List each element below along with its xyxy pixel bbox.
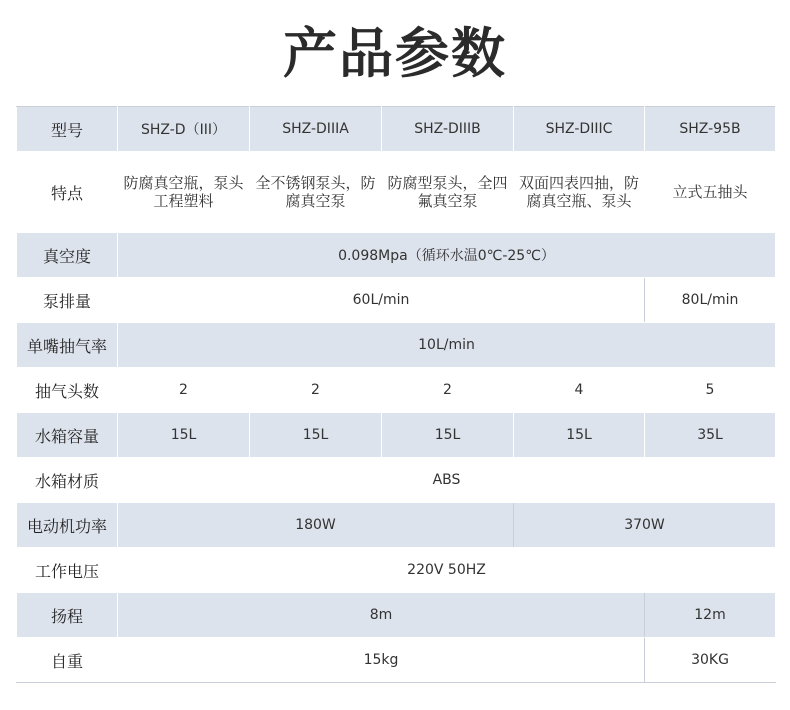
flow-value-main: 60L/min	[118, 278, 645, 323]
model-cell: SHZ-95B	[645, 107, 776, 152]
page-title: 产品参数	[283, 22, 507, 85]
feature-cell: 全不锈钢泵头，防腐真空泵	[250, 152, 382, 233]
row-features	[17, 152, 776, 233]
feature-cell: 防腐真空瓶，泵头工程塑料	[118, 152, 250, 233]
feature-cell: 立式五抽头	[645, 152, 776, 233]
row-weight	[17, 638, 776, 683]
row-label-heads: 抽气头数	[17, 368, 118, 413]
heads-cell: 5	[645, 368, 776, 413]
feature-cell: 双面四表四抽，防腐真空瓶、泵头	[514, 152, 645, 233]
weight-value-last: 30KG	[645, 638, 776, 683]
single-rate-value: 10L/min	[118, 323, 776, 368]
row-voltage	[17, 548, 776, 593]
power-value-b: 370W	[514, 503, 776, 548]
tank-cell: 15L	[118, 413, 250, 458]
row-label-voltage: 工作电压	[17, 548, 118, 593]
row-vacuum	[17, 233, 776, 278]
row-power	[17, 503, 776, 548]
model-cell: SHZ-D（III）	[118, 107, 250, 152]
row-label-features: 特点	[17, 152, 118, 233]
heads-cell: 2	[382, 368, 514, 413]
row-label-single-rate: 单嘴抽气率	[17, 323, 118, 368]
flow-value-last: 80L/min	[645, 278, 776, 323]
voltage-value: 220V 50HZ	[118, 548, 776, 593]
tank-cell: 15L	[382, 413, 514, 458]
spec-table	[16, 106, 776, 683]
model-cell: SHZ-DIIIB	[382, 107, 514, 152]
weight-value-main: 15kg	[118, 638, 645, 683]
row-heads	[17, 368, 776, 413]
row-label-tank: 水箱容量	[17, 413, 118, 458]
heads-cell: 4	[514, 368, 645, 413]
row-label-model: 型号	[17, 107, 118, 152]
row-label-power: 电动机功率	[17, 503, 118, 548]
row-tank	[17, 413, 776, 458]
row-label-weight: 自重	[17, 638, 118, 683]
lift-value-last: 12m	[645, 593, 776, 638]
row-single-rate	[17, 323, 776, 368]
heads-cell: 2	[250, 368, 382, 413]
tank-cell: 15L	[514, 413, 645, 458]
material-value: ABS	[118, 458, 776, 503]
vacuum-value: 0.098Mpa（循环水温0℃-25℃）	[118, 233, 776, 278]
row-material	[17, 458, 776, 503]
power-value-a	[118, 503, 514, 548]
row-flow	[17, 278, 776, 323]
tank-cell: 35L	[645, 413, 776, 458]
row-model	[17, 107, 776, 152]
lift-value-main: 8m	[118, 593, 645, 638]
model-cell: SHZ-DIIIA	[250, 107, 382, 152]
tank-cell: 15L	[250, 413, 382, 458]
row-label-lift: 扬程	[17, 593, 118, 638]
row-label-flow: 泵排量	[17, 278, 118, 323]
row-lift	[17, 593, 776, 638]
feature-cell: 防腐型泵头，全四氟真空泵	[382, 152, 514, 233]
power-a-text: 180W	[295, 517, 336, 533]
model-cell: SHZ-DIIIC	[514, 107, 645, 152]
row-label-material: 水箱材质	[17, 458, 118, 503]
row-label-vacuum: 真空度	[17, 233, 118, 278]
heads-cell: 2	[118, 368, 250, 413]
